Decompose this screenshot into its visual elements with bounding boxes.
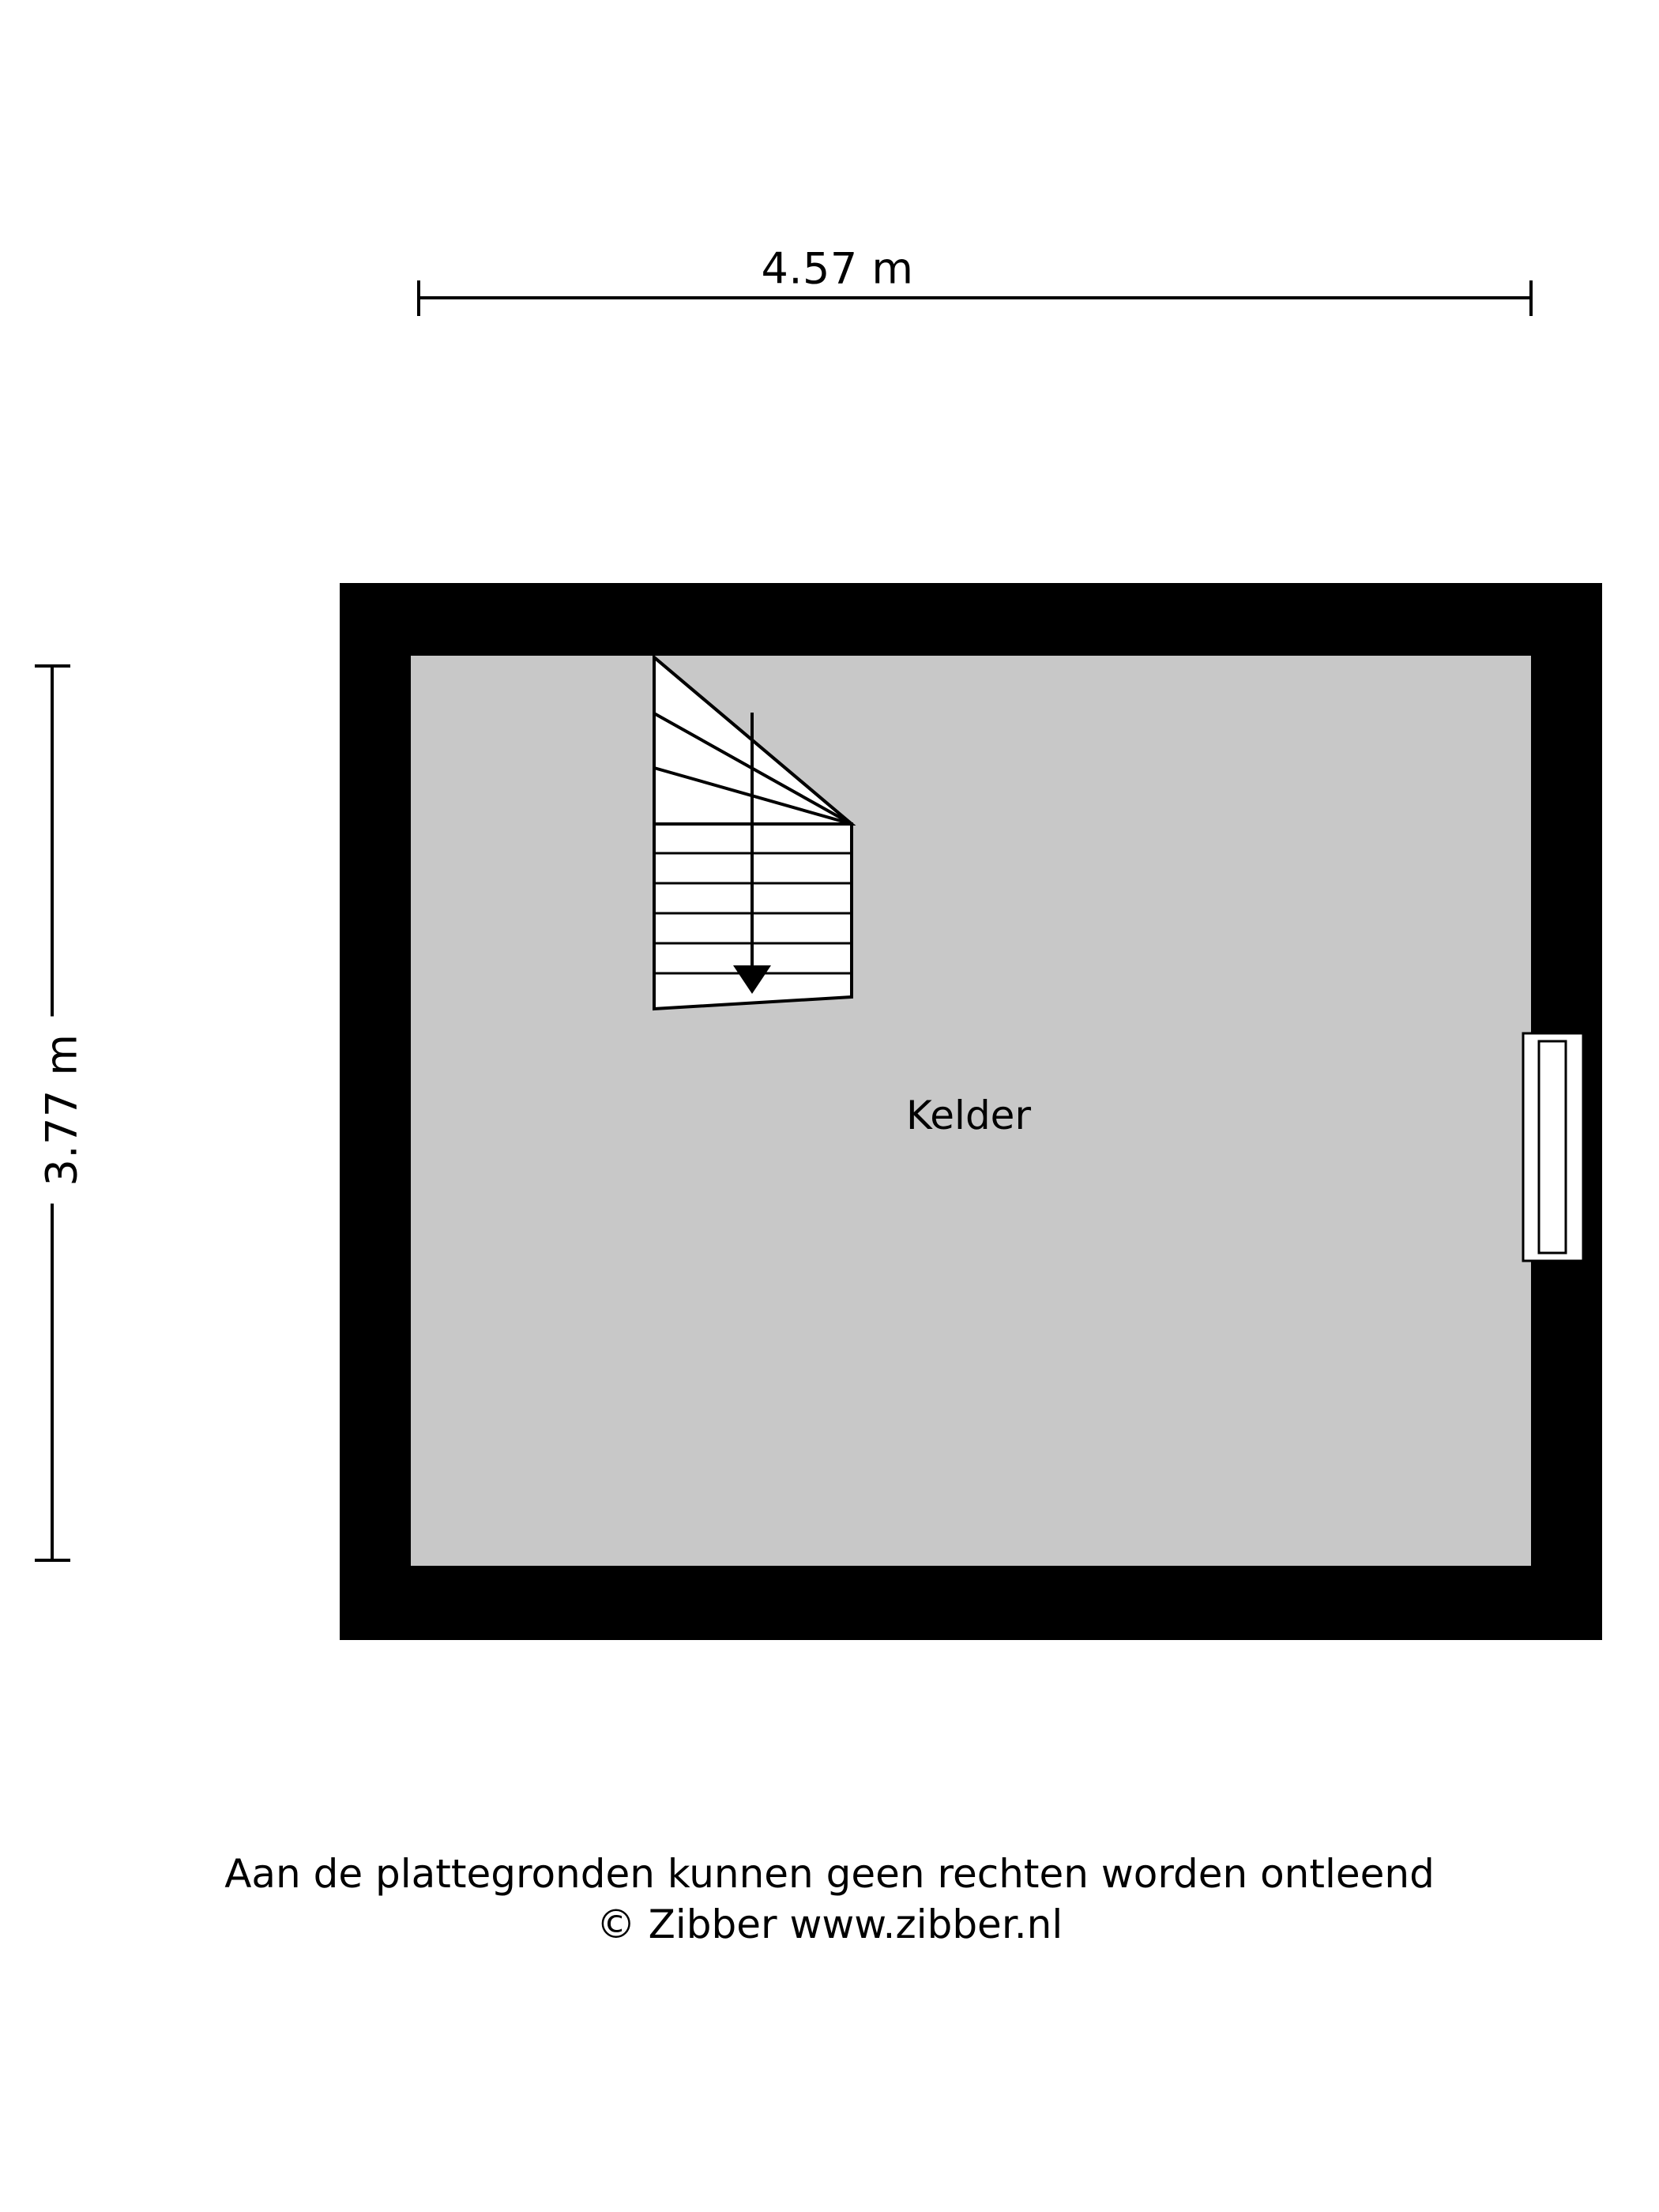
footer-disclaimer: Aan de plattegronden kunnen geen rechten worden ontleend xyxy=(224,1851,1435,1897)
room-label-kelder: Kelder xyxy=(905,1093,1032,1138)
footer xyxy=(0,1849,1659,1950)
height-dimension-label: 3.77 m xyxy=(37,1016,87,1203)
dimension-line-width xyxy=(419,280,1531,316)
width-dimension-label: 4.57 m xyxy=(743,244,931,294)
footer-copyright: © Zibber www.zibber.nl xyxy=(596,1902,1063,1947)
window-right-wall xyxy=(1523,1033,1583,1261)
